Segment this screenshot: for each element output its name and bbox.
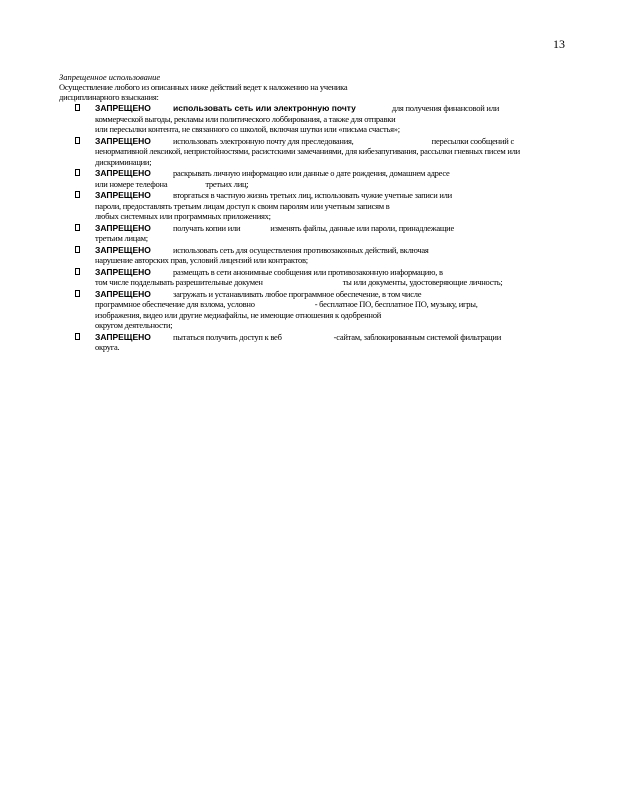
bullet-icon: [75, 246, 80, 253]
intro-paragraph: Осуществление любого из описанных ниже действий ведет к наложению на ученика дисциплинарного взыскания:: [59, 82, 348, 102]
list-item: [59, 267, 529, 288]
item-text-cont: изображения, видео или другие медиафайлы, не имеющие отношения к одобренной округом деятельности;: [95, 309, 382, 330]
item-text-cont: пароли, предоставлять третьим лицам доступ к своим паролям или учетным записям в любых системных или программных приложениях;: [95, 200, 390, 221]
list-item: [59, 245, 529, 266]
list-item: [59, 332, 529, 353]
list-item: [59, 223, 529, 244]
item-text: раскрывать личную информацию или данные о дате рождения, домашнем адресе: [173, 168, 450, 178]
item-text: получать копии или: [173, 222, 241, 233]
item-text: вторгаться в частную жизнь третьих лиц, использовать чужие учетные записи или: [173, 190, 452, 200]
bullet-icon: [75, 290, 80, 297]
item-text: изменять файлы, данные или пароли, принадлежащие: [270, 222, 454, 233]
prohibited-keyword: ЗАПРЕЩЕНО: [95, 190, 151, 200]
list-item: [59, 190, 529, 222]
prohibited-keyword: ЗАПРЕЩЕНО: [95, 135, 151, 146]
item-text-cont: пересылки сообщений с ненормативной лексикой, непристойностями, расистскими замечаниями, для кибезапугивания, рассылки гневных писем или дискриминации;: [95, 135, 520, 167]
bullet-icon: [75, 268, 80, 275]
bold-phrase: использовать сеть или электронную почту: [173, 103, 356, 113]
prohibited-keyword: ЗАПРЕЩЕНО: [95, 266, 151, 277]
prohibited-keyword: ЗАПРЕЩЕНО: [95, 168, 151, 178]
item-text: для получения финансовой или: [391, 103, 499, 113]
prohibited-keyword: ЗАПРЕЩЕНО: [95, 331, 151, 342]
item-text: размещать в сети анонимные сообщения или противозаконную информацию, в: [173, 266, 443, 277]
item-text: -сайтам, заблокированным системой фильтрации: [333, 331, 502, 342]
item-text: пытаться получить доступ к веб: [173, 331, 282, 342]
list-item: [59, 103, 529, 135]
prohibited-use-section: [59, 72, 529, 354]
section-heading: Запрещенное использование: [59, 72, 161, 82]
item-text: использовать сеть для осуществления противозаконных действий, включая: [173, 244, 429, 255]
item-text-cont: округа.: [95, 342, 120, 352]
prohibited-keyword: ЗАПРЕЩЕНО: [95, 244, 151, 255]
prohibited-keyword: ЗАПРЕЩЕНО: [95, 222, 151, 233]
list-item: [59, 136, 529, 168]
prohibited-list: [59, 103, 529, 353]
item-text-cont: ты или документы, удостоверяющие личность;: [342, 277, 503, 287]
item-text: загружать и устанавливать любое программное обеспечение, в том числе: [173, 288, 422, 299]
item-text-cont: нарушение авторских прав, условий лицензий или контрактов;: [95, 255, 308, 265]
item-text-cont: программное обеспечение для взлома, условно: [95, 299, 255, 309]
item-text-cont: коммерческой выгоды, рекламы или политического лоббирования, а также для отправки или пересылки контента, не связанного со школой, включая шутки или «письма счастья»;: [95, 113, 400, 134]
list-item: [59, 289, 529, 331]
item-text-cont: том числе подделывать разрешительные докумен: [95, 277, 263, 287]
item-text-cont: или номере телефона: [95, 178, 168, 189]
bullet-icon: [75, 224, 80, 231]
item-text-cont: - бесплатное ПО, бесплатное ПО, музыку, игры,: [314, 299, 478, 309]
page-number: 13: [553, 37, 565, 51]
prohibited-keyword: ЗАПРЕЩЕНО: [95, 288, 151, 299]
bullet-icon: [75, 191, 80, 198]
bullet-icon: [75, 333, 80, 340]
item-text-cont: третьим лицам;: [95, 233, 148, 243]
bullet-icon: [75, 137, 80, 144]
item-text: использовать электронную почту для преследования,: [173, 135, 354, 146]
bullet-icon: [75, 169, 80, 176]
list-item: [59, 168, 529, 189]
item-text-cont: третьих лиц;: [205, 178, 249, 189]
bullet-icon: [75, 104, 80, 111]
prohibited-keyword: ЗАПРЕЩЕНО: [95, 103, 151, 113]
